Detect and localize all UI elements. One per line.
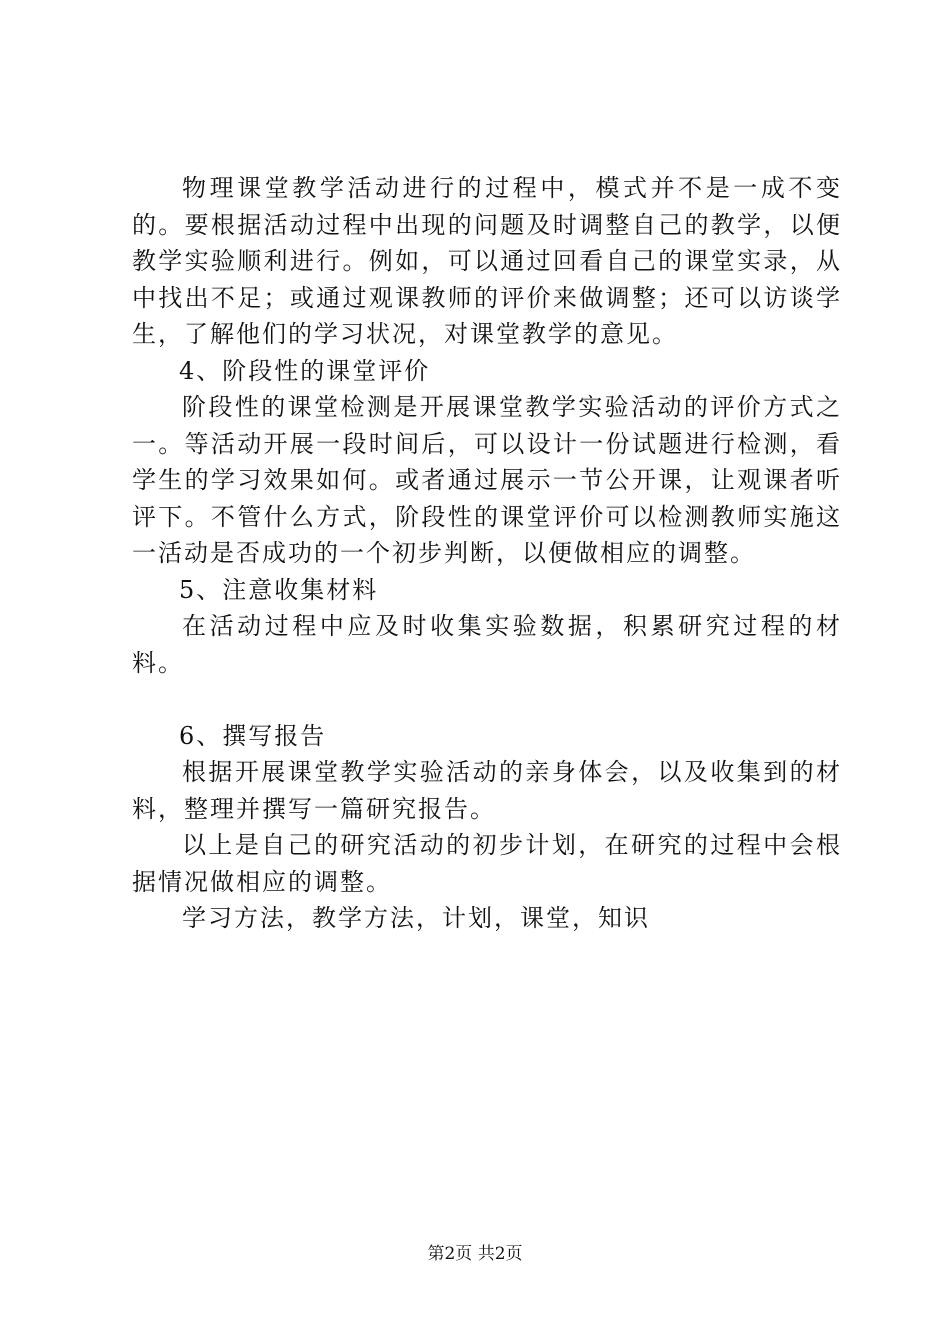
page-footer: 第2页 共2页 [427,1244,523,1264]
paragraph-write-report: 根据开展课堂教学实验活动的亲身体会，以及收集到的材料，整理并撰写一篇研究报告。 [132,758,842,823]
section-heading-6: 6、撰写报告 [179,721,327,750]
paragraph-summary: 以上是自己的研究活动的初步计划，在研究的过程中会根据情况做相应的调整。 [132,831,842,896]
paragraph-keywords: 学习方法，教学方法，计划，课堂，知识 [182,904,650,932]
document-body [132,170,842,937]
paragraph-adjust-teaching: 物理课堂教学活动进行的过程中，模式并不是一成不变的。要根据活动过程中出现的问题及时调整自己的教学，以便教学实验顺利进行。例如，可以通过回看自己的课堂实录，从中找出不足；或通过观课教师的评价来做调整；还可以访谈学生，了解他们的学习状况，对课堂教学的意见。 [132,174,842,348]
paragraph-stage-evaluation: 阶段性的课堂检测是开展课堂教学实验活动的评价方式之一。等活动开展一段时间后，可以设计一份试题进行检测，看学生的学习效果如何。或者通过展示一节公开课，让观课者听评下。不管什么方式，阶段性的课堂评价可以检测教师实施这一活动是否成功的一个初步判断，以便做相应的调整。 [132,393,842,567]
blank-line [132,681,842,718]
section-heading-4: 4、阶段性的课堂评价 [179,356,431,385]
paragraph-collect-materials: 在活动过程中应及时收集实验数据，积累研究过程的材料。 [132,612,842,677]
section-heading-5: 5、注意收集材料 [179,575,379,604]
